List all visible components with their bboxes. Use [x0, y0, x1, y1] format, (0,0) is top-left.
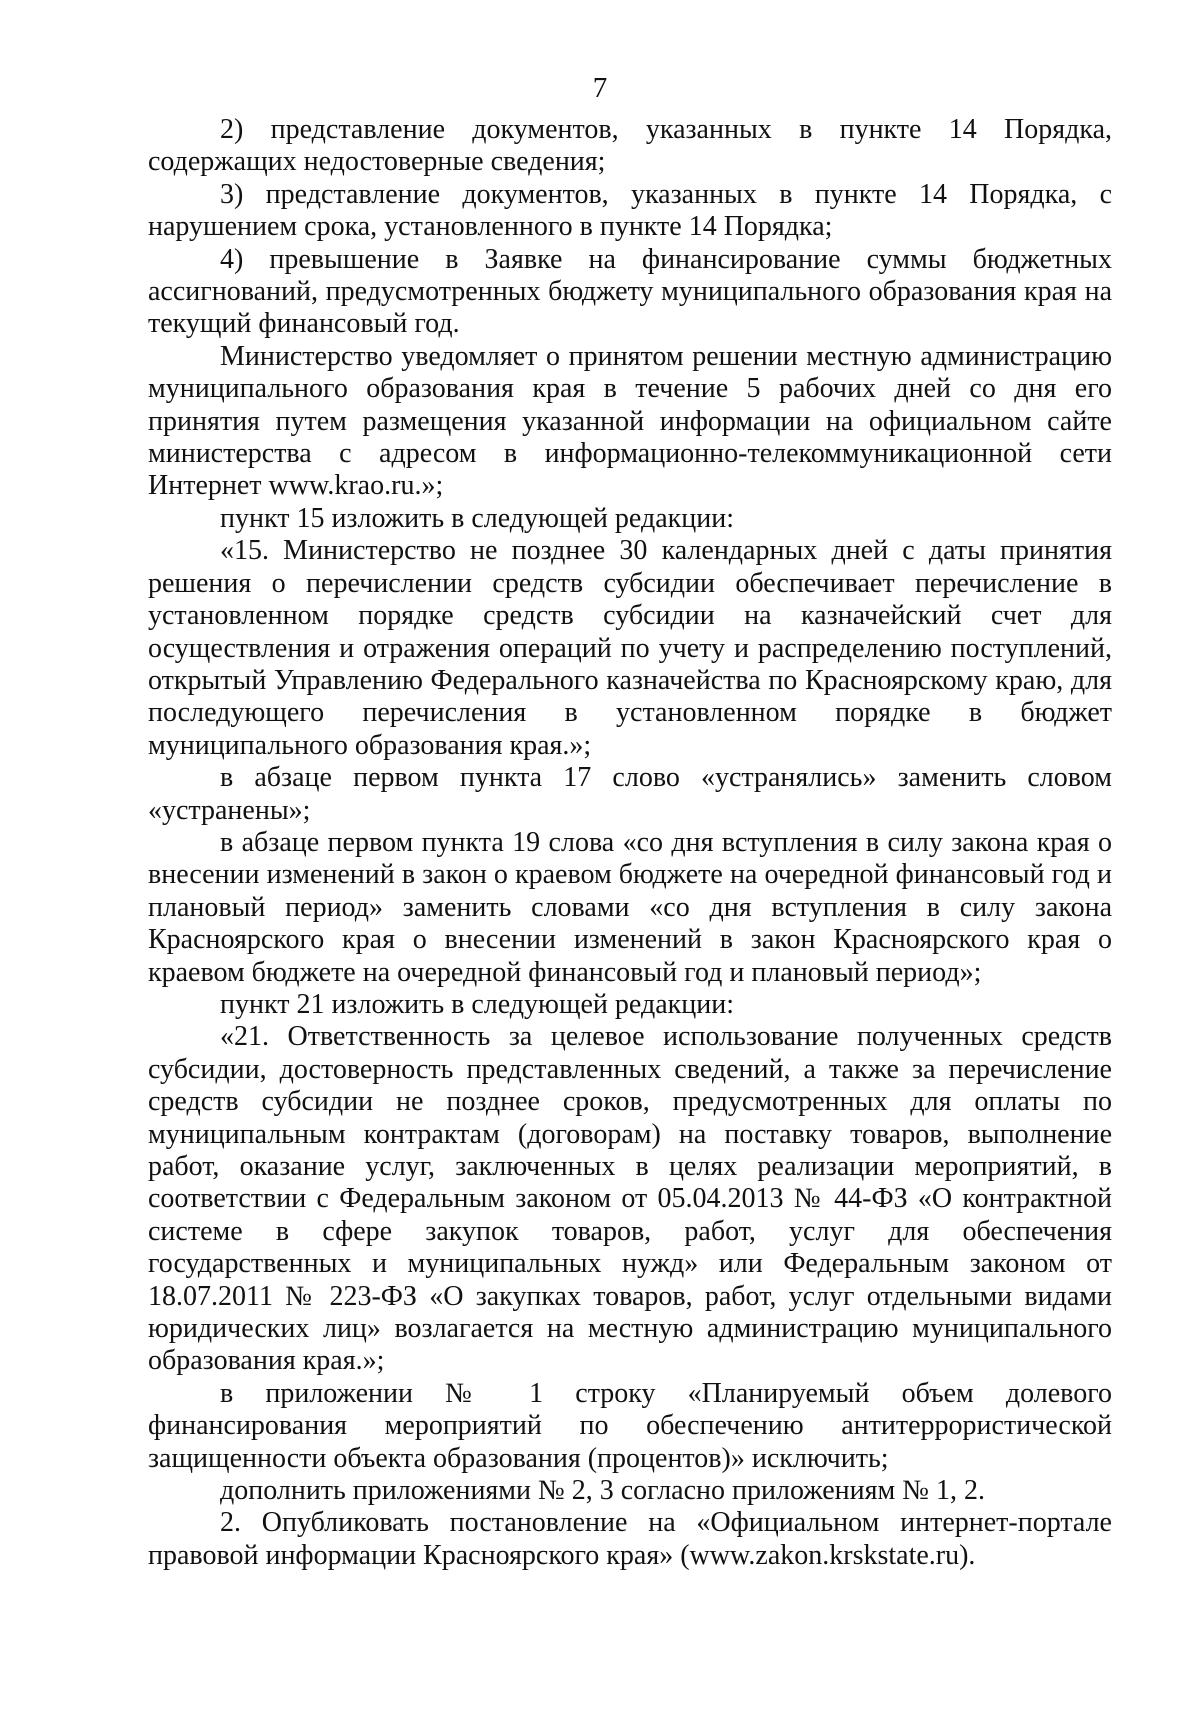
paragraph-appendix-1-change: в приложении № 1 строку «Планируемый объем долевого финансирования мероприятий по обеспечению антитеррористической защищенности объекта образования (процентов)» исключить; — [148, 1377, 1112, 1474]
paragraph-point-17-change: в абзаце первом пункта 17 слово «устранялись» заменить словом «устранены»; — [148, 762, 1112, 826]
document-body — [148, 114, 1112, 1572]
paragraph-appendix-add: дополнить приложениями № 2, 3 согласно приложениям № 1, 2. — [220, 1475, 985, 1507]
paragraph-point-21-intro: пункт 21 изложить в следующей редакции: — [220, 988, 734, 1020]
paragraph-item-4: 4) превышение в Заявке на финансирование суммы бюджетных ассигнований, предусмотренных бюджету муниципального образования края на текущий финансовый год. — [148, 243, 1112, 340]
paragraph-ministry-notification: Министерство уведомляет о принятом решении местную администрацию муниципального образования края в течение 5 рабочих дней со дня его принятия путем размещения указанной информации на официальном сайте министерства с адресом в информационно-телекоммуникационной сети Интернет www.krao.ru.»; — [148, 340, 1112, 502]
paragraph-item-2: 2) представление документов, указанных в пункте 14 Порядка, содержащих недостоверные сведения; — [148, 114, 1112, 178]
paragraph-point-15-intro: пункт 15 изложить в следующей редакции: — [220, 502, 734, 534]
paragraph-publish: 2. Опубликовать постановление на «Официальном интернет-портале правовой информации Красноярского края» (www.zakon.krskstate.ru). — [148, 1507, 1112, 1571]
paragraph-point-15: «15. Министерство не позднее 30 календарных дней с даты принятия решения о перечислении средств субсидии обеспечивает перечисление в установленном порядке средств субсидии на казначейский счет для осуществления и отражения операций по учету и распределению поступлений, открытый Управлению Федерального казначейства по Красноярскому краю, для последующего перечисления в установленном порядке в бюджет муниципального образования края.»; — [148, 535, 1112, 761]
paragraph-item-3: 3) представление документов, указанных в пункте 14 Порядка, с нарушением срока, установленного в пункте 14 Порядка; — [148, 178, 1112, 243]
paragraph-point-19-change: в абзаце первом пункта 19 слова «со дня вступления в силу закона края о внесении изменений в закон о краевом бюджете на очередной финансовый год и плановый период» заменить словами «со дня вступления в силу закона Красноярского края о внесении изменений в закон Красноярского края о краевом бюджете на очередной финансовый год и плановый период»; — [148, 826, 1112, 988]
page-number: 7 — [592, 72, 608, 104]
paragraph-point-21: «21. Ответственность за целевое использование полученных средств субсидии, достоверность представленных сведений, а также за перечисление средств субсидии не позднее сроков, предусмотренных для оплаты по муниципальным контрактам (договорам) на поставку товаров, выполнение работ, оказание услуг, заключенных в целях реализации мероприятий, в соответствии с Федеральным законом от 05.04.2013 № 44-ФЗ «О контрактной системе в сфере закупок товаров, работ, услуг для обеспечения государственных и муниципальных нужд» или Федеральным законом от 18.07.2011 № 223-ФЗ «О закупках товаров, работ, услуг отдельными видами юридических лиц» возлагается на местную администрацию муниципального образования края.»; — [148, 1021, 1112, 1377]
